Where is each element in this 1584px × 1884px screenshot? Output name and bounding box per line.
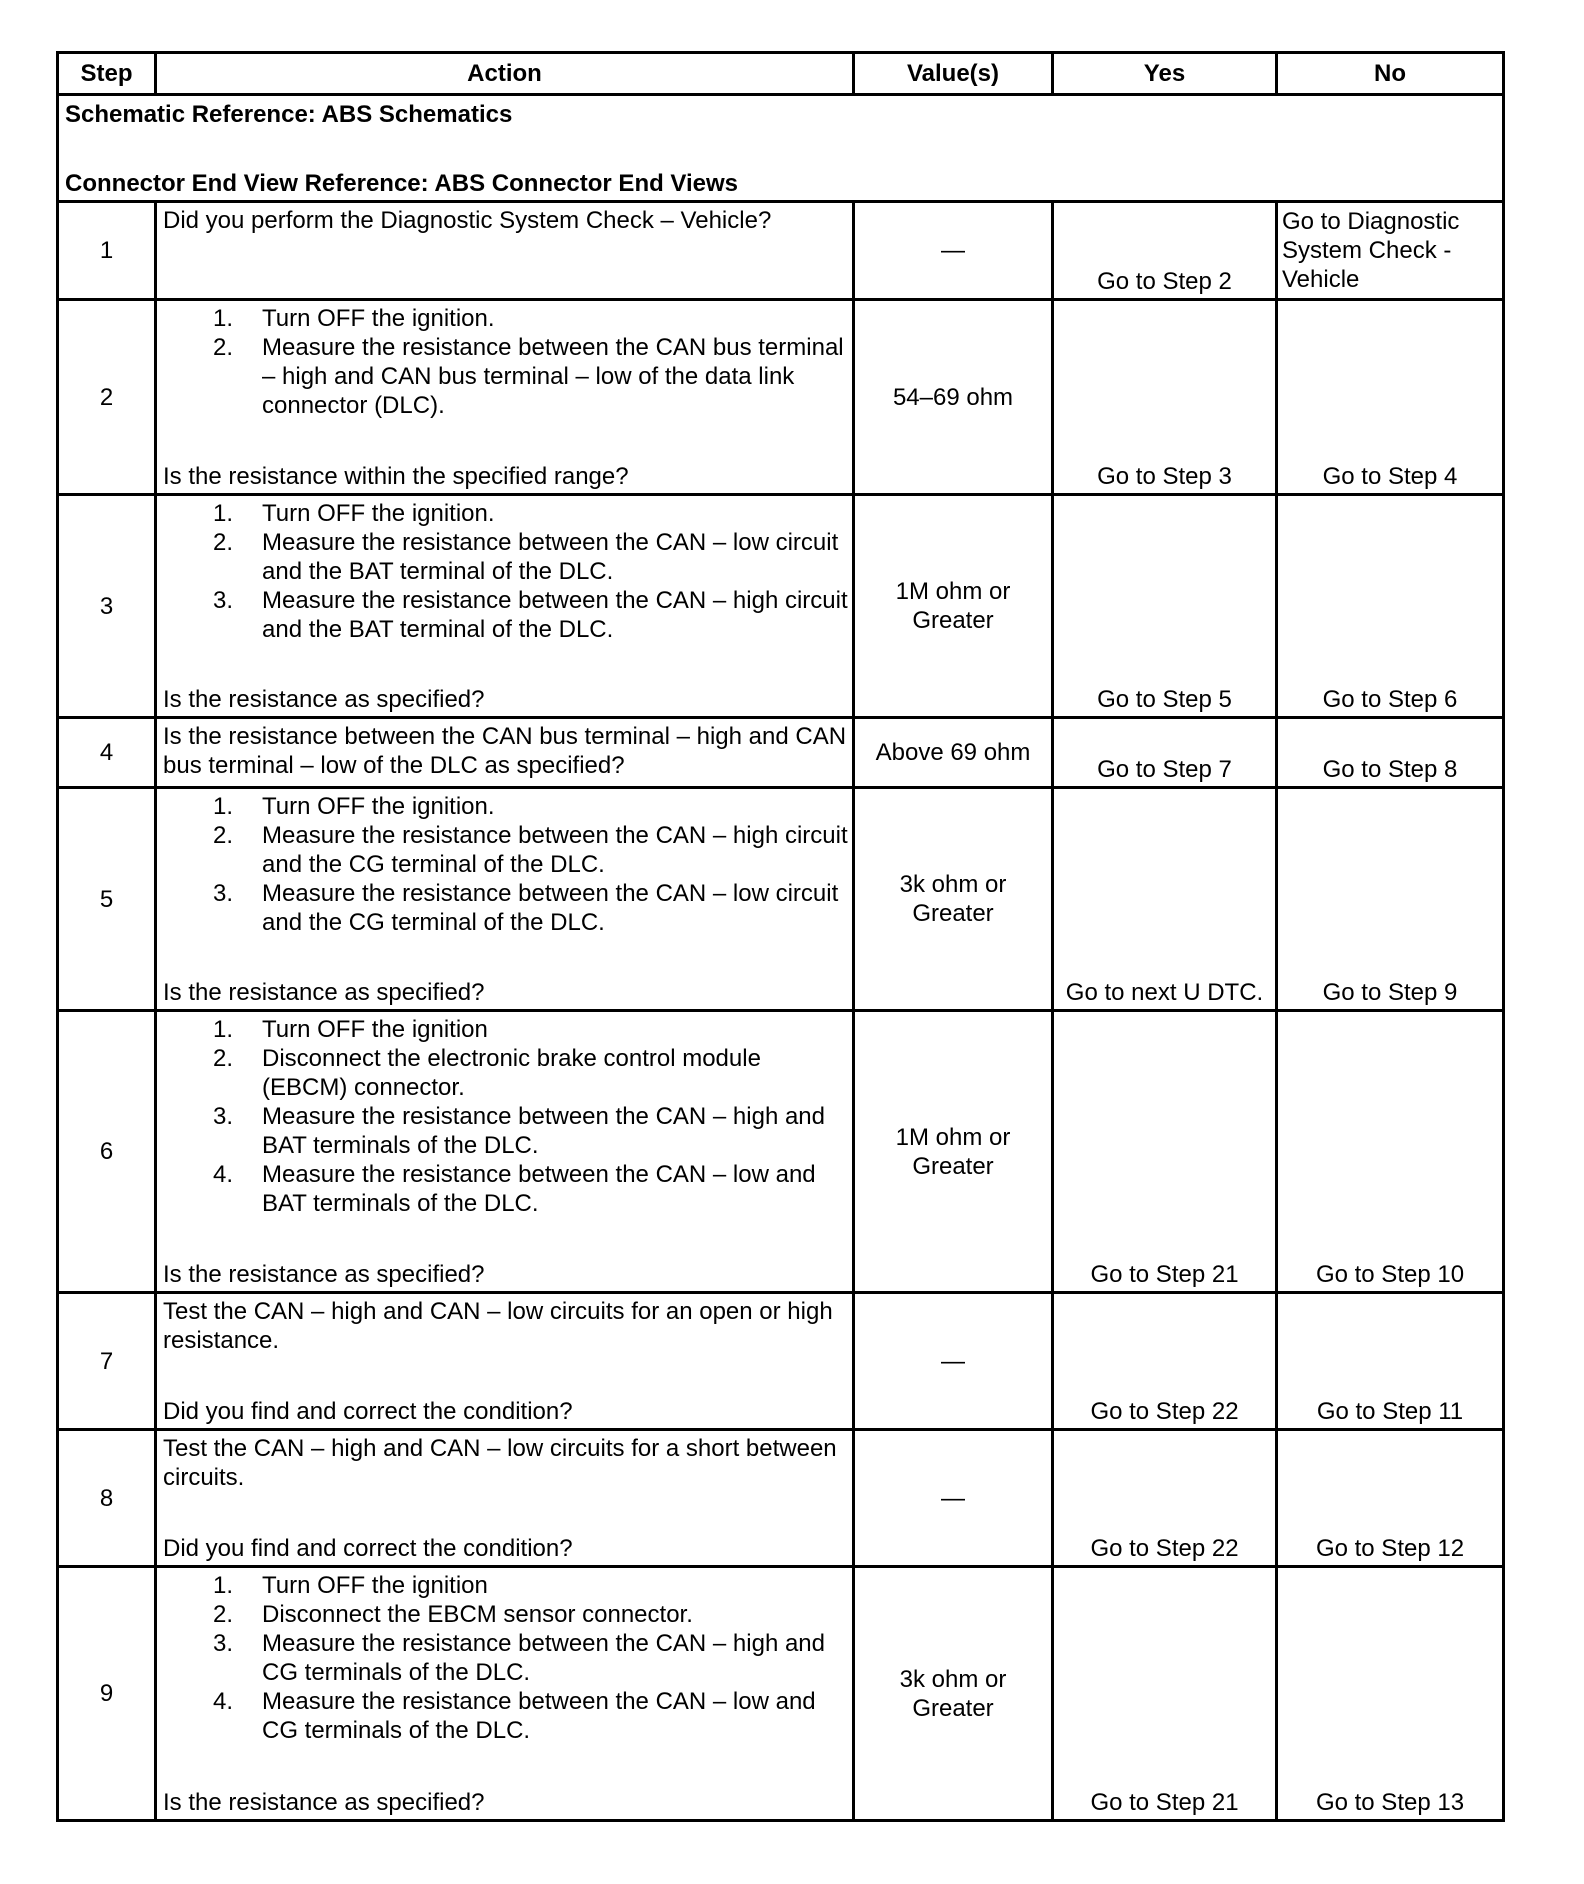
table-row [58,1430,1504,1567]
action-steps [163,1571,848,1745]
list-item: 3. Measure the resistance between the CAN – high and BAT terminals of the DLC. [213,1103,826,1159]
value-cell: 3k ohm or Greater [854,788,1053,1011]
yes-cell: Go to next U DTC. [1053,788,1277,1011]
action-cell [156,1567,854,1821]
yes-cell: Go to Step 3 [1053,300,1277,495]
yes-cell: Go to Step 5 [1053,495,1277,718]
table-row [58,202,1504,300]
no-cell: Go to Step 10 [1277,1011,1504,1293]
header-yes: Yes [1053,53,1277,95]
value-cell: 1M ohm or Greater [854,1011,1053,1293]
list-item: 1. Turn OFF the ignition [213,1572,488,1599]
action-cell [156,1011,854,1293]
list-item: 3. Measure the resistance between the CAN – low circuit and the CG terminal of the DLC. [213,880,839,936]
no-cell: Go to Step 12 [1277,1430,1504,1567]
value-cell: 54–69 ohm [854,300,1053,495]
list-item: 4. Measure the resistance between the CAN – low and BAT terminals of the DLC. [213,1161,816,1217]
no-cell: Go to Step 13 [1277,1567,1504,1821]
list-item: 2. Measure the resistance between the CAN bus terminal – high and CAN bus terminal – low of the data link connector (DLC). [213,334,844,419]
no-cell: Go to Step 11 [1277,1293,1504,1430]
value-cell: 1M ohm or Greater [854,495,1053,718]
list-item: 3. Measure the resistance between the CAN – high and CG terminals of the DLC. [213,1630,826,1686]
action-question: Is the resistance as specified? [163,1261,485,1288]
step-number: 1 [58,202,156,300]
header-row [58,53,1504,95]
action-question: Did you perform the Diagnostic System Check – Vehicle? [163,207,772,234]
action-question: Is the resistance within the specified range? [163,463,629,490]
table-row [58,1293,1504,1430]
action-text: Test the CAN – high and CAN – low circuits for an open or high resistance. [163,1298,833,1354]
yes-cell: Go to Step 22 [1053,1293,1277,1430]
list-item: 2. Disconnect the electronic brake control module (EBCM) connector. [213,1045,761,1101]
step-number: 6 [58,1011,156,1293]
reference-row [58,95,1504,202]
no-cell: Go to Diagnostic System Check - Vehicle [1277,202,1504,300]
list-item: 1. Turn OFF the ignition. [213,305,495,332]
step-number: 7 [58,1293,156,1430]
step-number: 9 [58,1567,156,1821]
yes-cell: Go to Step 21 [1053,1011,1277,1293]
action-steps [163,304,848,420]
action-steps [163,1015,848,1218]
action-text: Test the CAN – high and CAN – low circuits for a short between circuits. [163,1435,837,1491]
list-item: 3. Measure the resistance between the CAN – high circuit and the BAT terminal of the DLC. [213,587,848,643]
list-item: 1. Turn OFF the ignition. [213,500,495,527]
no-cell: Go to Step 9 [1277,788,1504,1011]
action-cell [156,788,854,1011]
action-steps [163,792,848,937]
step-number: 8 [58,1430,156,1567]
yes-cell: Go to Step 7 [1053,718,1277,788]
yes-cell: Go to Step 2 [1053,202,1277,300]
header-step: Step [58,53,156,95]
value-cell: — [854,202,1053,300]
action-cell [156,1430,854,1567]
action-cell [156,202,854,300]
step-number: 2 [58,300,156,495]
table-row [58,495,1504,718]
schematic-reference: Schematic Reference: ABS Schematics [65,101,513,128]
header-no: No [1277,53,1504,95]
table-row [58,788,1504,1011]
yes-cell: Go to Step 22 [1053,1430,1277,1567]
yes-cell: Go to Step 21 [1053,1567,1277,1821]
action-cell [156,718,854,788]
list-item: 1. Turn OFF the ignition. [213,793,495,820]
no-cell: Go to Step 4 [1277,300,1504,495]
table-row [58,1011,1504,1293]
header-action: Action [156,53,854,95]
table-row [58,1567,1504,1821]
action-question: Is the resistance as specified? [163,1789,485,1816]
step-number: 4 [58,718,156,788]
connector-reference: Connector End View Reference: ABS Connector End Views [65,170,739,197]
no-cell: Go to Step 6 [1277,495,1504,718]
action-question: Did you find and correct the condition? [163,1398,573,1425]
value-cell: — [854,1293,1053,1430]
header-values: Value(s) [854,53,1053,95]
list-item: 2. Measure the resistance between the CAN – high circuit and the CG terminal of the DLC. [213,822,848,878]
step-number: 3 [58,495,156,718]
list-item: 4. Measure the resistance between the CAN – low and CG terminals of the DLC. [213,1688,816,1744]
value-cell: Above 69 ohm [854,718,1053,788]
action-cell [156,300,854,495]
action-question: Is the resistance as specified? [163,979,485,1006]
action-question: Is the resistance between the CAN bus terminal – high and CAN bus terminal – low of the DLC as specified? [163,723,847,779]
action-cell [156,495,854,718]
diagnostic-table-container [56,51,1502,1822]
list-item: 2. Measure the resistance between the CAN – low circuit and the BAT terminal of the DLC. [213,529,839,585]
action-question: Is the resistance as specified? [163,686,485,713]
table-row [58,718,1504,788]
table-row [58,300,1504,495]
value-cell: — [854,1430,1053,1567]
list-item: 1. Turn OFF the ignition [213,1016,488,1043]
value-cell: 3k ohm or Greater [854,1567,1053,1821]
step-number: 5 [58,788,156,1011]
action-question: Did you find and correct the condition? [163,1535,573,1562]
action-cell [156,1293,854,1430]
list-item: 2. Disconnect the EBCM sensor connector. [213,1601,693,1628]
no-cell: Go to Step 8 [1277,718,1504,788]
reference-cell [58,95,1504,202]
diagnostic-table [56,51,1505,1822]
action-steps [163,499,848,644]
